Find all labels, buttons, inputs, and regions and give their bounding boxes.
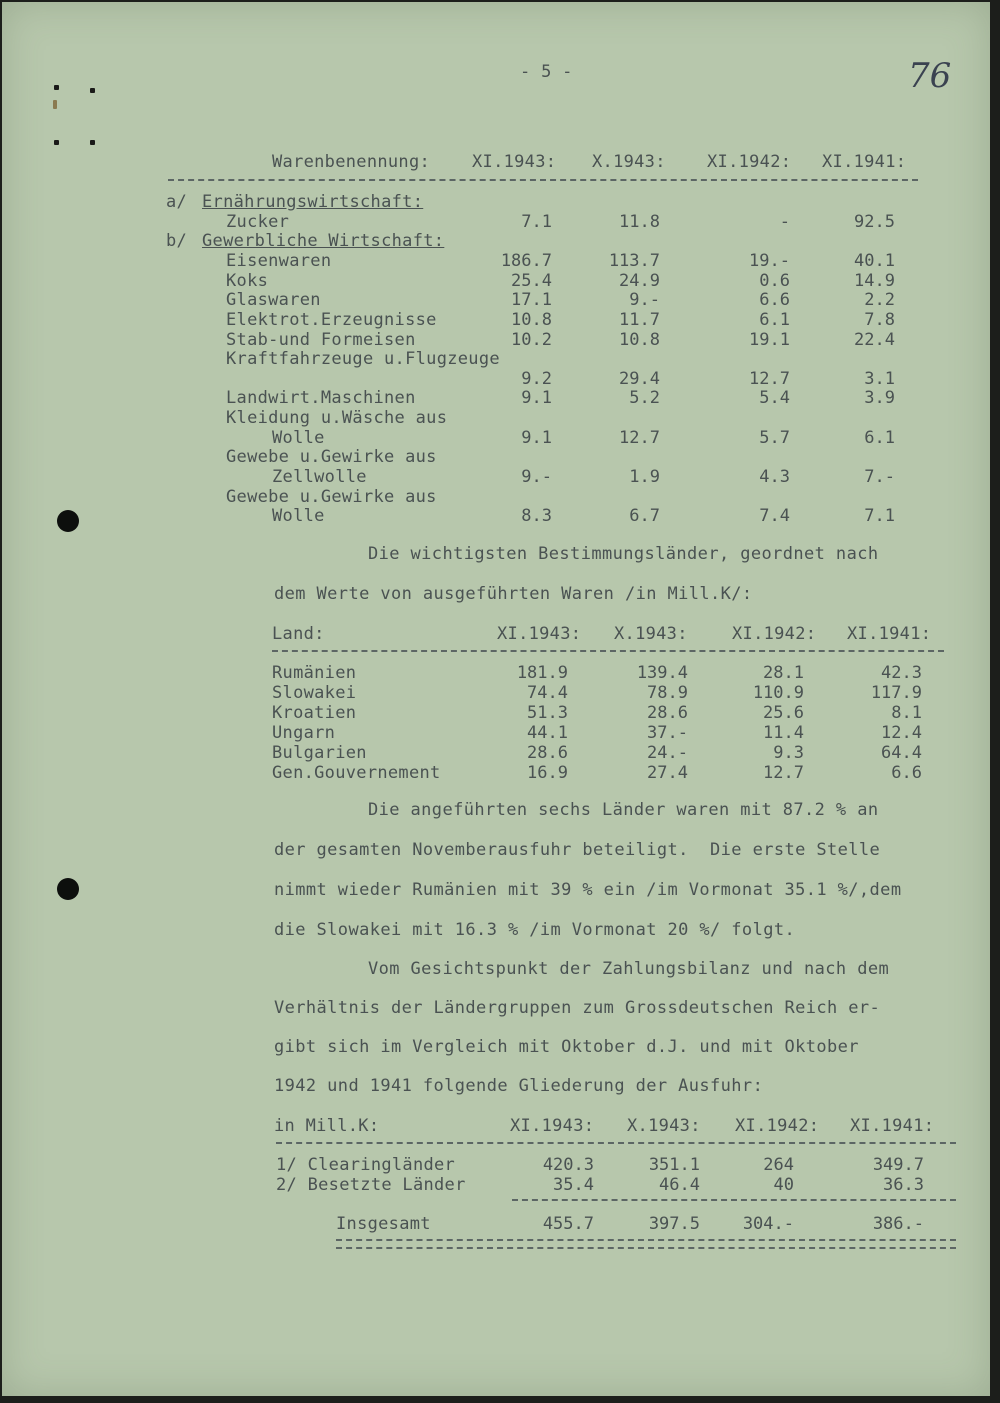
table-header-col: XI.1942:	[732, 624, 817, 644]
paragraph-line: Die wichtigsten Bestimmungsländer, geordnet nach	[368, 544, 879, 564]
paragraph-line: Vom Gesichtspunkt der Zahlungsbilanz und nach dem	[368, 959, 890, 979]
table-cell: 420.3	[542, 1155, 594, 1175]
table-cell: 28.6	[527, 743, 568, 763]
row-label: Eisenwaren	[226, 251, 332, 271]
table-header-label: in Mill.K:	[274, 1116, 380, 1136]
table-cell: 6.7	[629, 506, 660, 526]
section-heading: Ernährungswirtschaft:	[202, 192, 424, 212]
table-cell: 24.9	[619, 271, 660, 291]
table-header-col: XI.1943:	[510, 1116, 595, 1136]
document-page	[2, 2, 990, 1396]
table-cell: 5.7	[759, 428, 790, 448]
table-header-col: X.1943:	[614, 624, 688, 644]
table-cell: 9.-	[521, 467, 552, 487]
paragraph-line: der gesamten Novemberausfuhr beteiligt. Die erste Stelle	[274, 840, 881, 860]
section-prefix: a/	[166, 192, 188, 212]
table-cell: 36.3	[883, 1175, 924, 1195]
table-cell: 12.7	[619, 428, 660, 448]
table-cell: 5.4	[759, 388, 790, 408]
table-cell: 1.9	[629, 467, 660, 487]
row-label: 2/ Besetzte Länder	[276, 1175, 466, 1195]
table-cell: 2.2	[864, 290, 895, 310]
table-cell: 7.1	[521, 212, 552, 232]
table-cell: 74.4	[527, 683, 568, 703]
table-cell: 11.7	[619, 310, 660, 330]
table-cell: 3.9	[864, 388, 895, 408]
paragraph-line: die Slowakei mit 16.3 % /im Vormonat 20 %/ folgt.	[274, 920, 796, 940]
handwritten-folio-number: 76	[908, 56, 952, 96]
table-cell: 8.3	[521, 506, 552, 526]
sum-rule	[512, 1199, 956, 1205]
page-number: - 5 -	[520, 62, 573, 82]
table-cell: 19.-	[749, 251, 790, 271]
paragraph-line: gibt sich im Vergleich mit Oktober d.J. und mit Oktober	[274, 1037, 859, 1057]
table-cell: 6.1	[759, 310, 790, 330]
table-rule	[168, 179, 918, 185]
row-label: 1/ Clearingländer	[276, 1155, 456, 1175]
table-cell: 9.1	[521, 388, 552, 408]
table-cell: 40.1	[854, 251, 895, 271]
table-cell: 7.1	[864, 506, 895, 526]
row-label: Gewebe u.Gewirke aus	[226, 487, 437, 507]
table-header-label: Warenbenennung:	[272, 152, 431, 172]
table-cell: 29.4	[619, 369, 660, 389]
row-label: Landwirt.Maschinen	[226, 388, 416, 408]
staple-mark	[54, 140, 59, 145]
table-cell: 28.6	[647, 703, 688, 723]
table-cell: 264	[763, 1155, 794, 1175]
table-cell: 349.7	[872, 1155, 924, 1175]
table-cell: 12.4	[881, 723, 922, 743]
paragraph-line: dem Werte von ausgeführten Waren /in Mill.K/:	[274, 584, 753, 604]
table-cell: 40	[773, 1175, 794, 1195]
row-label: Bulgarien	[272, 743, 367, 763]
row-label: Gewebe u.Gewirke aus	[226, 447, 437, 467]
row-label: Zucker	[226, 212, 290, 232]
table-cell: 8.1	[891, 703, 922, 723]
table-cell: 9.-	[629, 290, 660, 310]
table-cell: 139.4	[636, 663, 688, 683]
row-label-continued: Zellwolle	[272, 467, 367, 487]
table-cell: 11.8	[619, 212, 660, 232]
row-label-continued: Wolle	[272, 428, 325, 448]
table-cell: 6.1	[864, 428, 895, 448]
table-cell: 11.4	[763, 723, 804, 743]
row-label: Stab-und Formeisen	[226, 330, 416, 350]
row-label: Ungarn	[272, 723, 336, 743]
table-cell: 12.7	[749, 369, 790, 389]
table-cell: 4.3	[759, 467, 790, 487]
table-cell: 10.2	[511, 330, 552, 350]
table-cell: 14.9	[854, 271, 895, 291]
table-cell: 46.4	[659, 1175, 700, 1195]
table-cell: 44.1	[527, 723, 568, 743]
total-cell: 397.5	[648, 1214, 700, 1234]
table-rule	[276, 1142, 956, 1148]
row-label: Kleidung u.Wäsche aus	[226, 408, 448, 428]
table-cell: 22.4	[854, 330, 895, 350]
table-cell: 24.-	[647, 743, 688, 763]
table-cell: 25.6	[763, 703, 804, 723]
table-header-col: XI.1943:	[472, 152, 557, 172]
row-label: Koks	[226, 271, 269, 291]
row-label: Gen.Gouvernement	[272, 763, 441, 783]
table-header-col: XI.1943:	[497, 624, 582, 644]
row-label: Kroatien	[272, 703, 357, 723]
table-cell: 5.2	[629, 388, 660, 408]
table-cell: 28.1	[763, 663, 804, 683]
table-cell: 6.6	[759, 290, 790, 310]
row-label: Elektrot.Erzeugnisse	[226, 310, 437, 330]
table-cell: 10.8	[511, 310, 552, 330]
table-cell: 3.1	[864, 369, 895, 389]
paragraph-line: 1942 und 1941 folgende Gliederung der Ausfuhr:	[274, 1076, 764, 1096]
table-rule	[272, 650, 944, 656]
table-cell: 0.6	[759, 271, 790, 291]
paragraph-line: nimmt wieder Rumänien mit 39 % ein /im Vormonat 35.1 %/,dem	[274, 880, 902, 900]
table-cell: 9.1	[521, 428, 552, 448]
table-header-col: XI.1941:	[850, 1116, 935, 1136]
row-label: Rumänien	[272, 663, 357, 683]
row-label: Slowakei	[272, 683, 357, 703]
table-header-col: XI.1941:	[822, 152, 907, 172]
table-header-col: XI.1942:	[707, 152, 792, 172]
table-header-col: XI.1942:	[735, 1116, 820, 1136]
table-cell: 186.7	[500, 251, 552, 271]
table-cell: 351.1	[648, 1155, 700, 1175]
table-cell: 110.9	[752, 683, 804, 703]
table-cell: 42.3	[881, 663, 922, 683]
staple-mark	[90, 140, 95, 145]
table-cell: 51.3	[527, 703, 568, 723]
total-cell: 304.-	[742, 1214, 794, 1234]
table-cell: 16.9	[527, 763, 568, 783]
table-cell: 17.1	[511, 290, 552, 310]
total-label: Insgesamt	[336, 1214, 431, 1234]
table-header-label: Land:	[272, 624, 325, 644]
table-cell: 7.8	[864, 310, 895, 330]
table-cell: 27.4	[647, 763, 688, 783]
table-cell: 25.4	[511, 271, 552, 291]
total-cell: 386.-	[872, 1214, 924, 1234]
section-heading: Gewerbliche Wirtschaft:	[202, 231, 445, 251]
table-cell: 10.8	[619, 330, 660, 350]
table-cell: 6.6	[891, 763, 922, 783]
row-label: Glaswaren	[226, 290, 321, 310]
stain-mark	[53, 100, 57, 109]
table-header-col: X.1943:	[592, 152, 666, 172]
staple-mark	[54, 85, 59, 90]
row-label: Kraftfahrzeuge u.Flugzeuge	[226, 349, 500, 369]
table-cell: 78.9	[647, 683, 688, 703]
table-cell: 9.3	[773, 743, 804, 763]
punch-hole-bottom	[57, 878, 79, 900]
paragraph-line: Verhältnis der Ländergruppen zum Grossdeutschen Reich er-	[274, 998, 881, 1018]
table-cell: 7.-	[864, 467, 895, 487]
staple-mark	[90, 88, 95, 93]
table-cell: 12.7	[763, 763, 804, 783]
table-cell: 19.1	[749, 330, 790, 350]
table-cell: 37.-	[647, 723, 688, 743]
table-cell: 117.9	[870, 683, 922, 703]
punch-hole-top	[57, 510, 79, 532]
total-cell: 455.7	[542, 1214, 594, 1234]
table-cell: 181.9	[516, 663, 568, 683]
paragraph-line: Die angeführten sechs Länder waren mit 87.2 % an	[368, 800, 879, 820]
table-cell: -	[779, 212, 790, 232]
table-cell: 7.4	[759, 506, 790, 526]
table-cell: 92.5	[854, 212, 895, 232]
table-cell: 35.4	[553, 1175, 594, 1195]
table-cell: 64.4	[881, 743, 922, 763]
table-header-col: XI.1941:	[847, 624, 932, 644]
table-cell: 113.7	[608, 251, 660, 271]
total-double-rule	[336, 1239, 956, 1249]
table-cell: 9.2	[521, 369, 552, 389]
section-prefix: b/	[166, 231, 188, 251]
table-header-col: X.1943:	[627, 1116, 701, 1136]
row-label-continued: Wolle	[272, 506, 325, 526]
